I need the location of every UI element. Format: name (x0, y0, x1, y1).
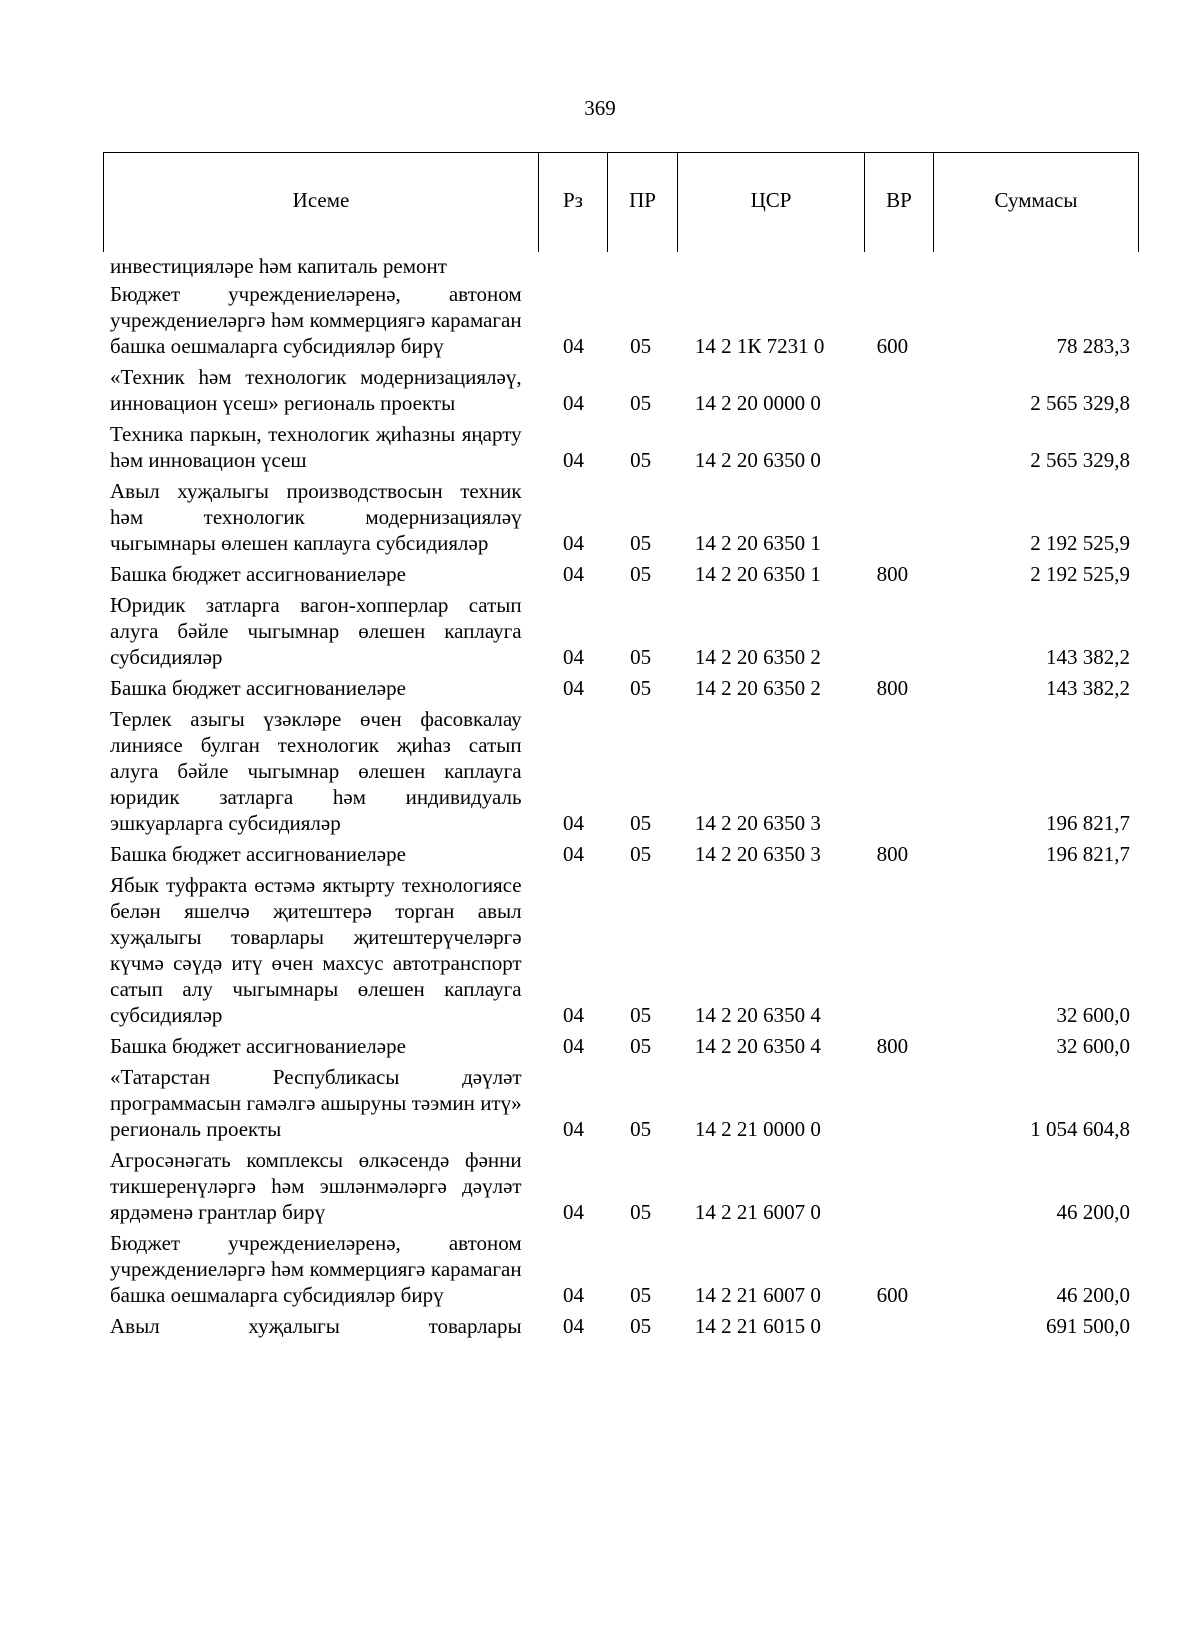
row-pr: 05 (630, 645, 652, 669)
row-sum: 78 283,3 (1056, 334, 1130, 358)
row-rz: 04 (562, 531, 584, 555)
row-rz: 04 (562, 1200, 584, 1224)
header-vr: ВР (865, 153, 934, 252)
row-rz: 04 (562, 645, 584, 669)
row-sum: 196 821,7 (1045, 842, 1130, 866)
header-sum: Суммасы (994, 188, 1078, 212)
table-row (110, 1313, 1130, 1339)
row-vr: 800 (876, 1034, 909, 1058)
row-pr: 05 (630, 1200, 652, 1224)
row-pr: 05 (630, 676, 652, 700)
row-pr: 05 (630, 334, 652, 358)
row-name: Авыл хуҗалыгы производствосын техник һәм технологик модернизацияләү чыгымнары өлешен каплауга субсидияләр (110, 479, 522, 555)
row-name: «Техник һәм технологик модернизацияләү, инновацион үсеш» региональ проекты (110, 365, 522, 415)
table-row (110, 478, 1130, 556)
row-name: «Татарстан Республикасы дәүләт программасын гамәлгә ашыруны тәэмин итү» региональ проекты (110, 1065, 522, 1141)
row-name: Ябык туфракта өстәмә яктырту технологиясе белән яшелчә җитештерә торган авыл хуҗалыгы товарлары җитештерүчеләргә күчмә сәүдә итү өчен махсус автотранспорт сатып алу чыгымнары өлешен каплауга субсидияләр (110, 873, 522, 1027)
table-row (110, 421, 1130, 473)
row-csr: 14 2 21 6007 0 (694, 1283, 821, 1307)
row-csr: 14 2 20 6350 1 (694, 531, 821, 555)
row-rz: 04 (562, 1283, 584, 1307)
row-csr: 14 2 21 6007 0 (694, 1200, 821, 1224)
row-csr: 14 2 20 6350 2 (694, 645, 821, 669)
row-sum: 143 382,2 (1045, 645, 1130, 669)
row-sum: 2 192 525,9 (1030, 562, 1130, 586)
row-name: Агросәнәгать комплексы өлкәсендә фәнни тикшеренүләргә һәм эшләнмәләргә дәүләт ярдәменә грантлар бирү (110, 1148, 522, 1224)
page-number: 369 (584, 96, 616, 120)
row-csr: 14 2 20 6350 0 (694, 448, 821, 472)
row-sum: 32 600,0 (1056, 1034, 1130, 1058)
row-rz: 04 (562, 811, 584, 835)
row-csr: 14 2 20 6350 2 (694, 676, 821, 700)
row-pr: 05 (630, 531, 652, 555)
row-pr: 05 (630, 842, 652, 866)
row-rz: 04 (562, 1034, 584, 1058)
table-row (110, 1033, 1130, 1059)
row-name: Башка бюджет ассигнованиеләре (110, 676, 406, 700)
row-rz: 04 (562, 562, 584, 586)
row-csr: 14 2 20 6350 4 (694, 1034, 821, 1058)
row-name: Терлек азыгы үзәкләре өчен фасовкалау линиясе булган технологик җиһаз сатып алуга бәйле чыгымнар өлешен каплауга юридик затларга һәм индивидуаль эшкуарларга субсидияләр (110, 707, 522, 835)
row-pr: 05 (630, 448, 652, 472)
table-row (110, 364, 1130, 416)
table-row (110, 841, 1130, 867)
table-row (110, 706, 1130, 836)
row-name: Башка бюджет ассигнованиеләре (110, 562, 406, 586)
table-row (110, 1230, 1130, 1308)
row-vr: 800 (876, 676, 909, 700)
row-name: Бюджет учреждениеләренә, автоном учреждениеләргә һәм коммерциягә карамаган башка оешмаларга субсидияләр бирү (110, 282, 522, 358)
header-pr: ПР (608, 153, 678, 252)
row-sum: 2 565 329,8 (1030, 391, 1130, 415)
row-sum: 143 382,2 (1045, 676, 1130, 700)
row-pr: 05 (630, 1117, 652, 1141)
table-header (103, 152, 1139, 252)
row-sum: 2 192 525,9 (1030, 531, 1130, 555)
row-vr: 800 (876, 842, 909, 866)
row-csr: 14 2 20 6350 3 (694, 842, 821, 866)
row-rz: 04 (562, 842, 584, 866)
row-csr: 14 2 1К 7231 0 (694, 334, 825, 358)
row-pr: 05 (630, 1283, 652, 1307)
row-name: Башка бюджет ассигнованиеләре (110, 1034, 406, 1058)
row-pr: 05 (630, 562, 652, 586)
table-row (110, 675, 1130, 701)
header-name: Исеме (104, 153, 539, 252)
row-vr: 600 (876, 334, 909, 358)
row-name: Бюджет учреждениеләренә, автоном учреждениеләргә һәм коммерциягә карамаган башка оешмаларга субсидияләр бирү (110, 1231, 522, 1307)
row-rz: 04 (562, 1314, 584, 1338)
table-body (110, 253, 1130, 1344)
row-rz: 04 (562, 334, 584, 358)
header-rz: Рз (539, 153, 608, 252)
row-rz: 04 (562, 1117, 584, 1141)
row-rz: 04 (562, 448, 584, 472)
row-sum: 691 500,0 (1045, 1314, 1130, 1338)
row-pr: 05 (630, 1003, 652, 1027)
row-csr: 14 2 20 0000 0 (694, 391, 821, 415)
table-row (110, 253, 1130, 279)
row-sum: 46 200,0 (1056, 1283, 1130, 1307)
row-csr: 14 2 21 6015 0 (694, 1314, 821, 1338)
table-row (110, 872, 1130, 1028)
row-csr: 14 2 21 0000 0 (694, 1117, 821, 1141)
row-pr: 05 (630, 391, 652, 415)
row-sum: 1 054 604,8 (1030, 1117, 1130, 1141)
row-csr: 14 2 20 6350 1 (694, 562, 821, 586)
row-name: Башка бюджет ассигнованиеләре (110, 842, 406, 866)
row-name: Авыл хуҗалыгы товарлары (110, 1314, 522, 1338)
table-row (110, 561, 1130, 587)
row-csr: 14 2 20 6350 3 (694, 811, 821, 835)
header-csr: ЦСР (678, 153, 865, 252)
row-name: Юридик затларга вагон-хопперлар сатып алуга бәйле чыгымнар өлешен каплауга субсидияләр (110, 593, 522, 669)
table-row (110, 592, 1130, 670)
table-row (110, 1147, 1130, 1225)
row-sum: 46 200,0 (1056, 1200, 1130, 1224)
row-sum: 2 565 329,8 (1030, 448, 1130, 472)
row-rz: 04 (562, 391, 584, 415)
row-pr: 05 (630, 1314, 652, 1338)
row-rz: 04 (562, 1003, 584, 1027)
table-row (110, 1064, 1130, 1142)
row-vr: 800 (876, 562, 909, 586)
row-pr: 05 (630, 1034, 652, 1058)
row-csr: 14 2 20 6350 4 (694, 1003, 821, 1027)
row-sum: 196 821,7 (1045, 811, 1130, 835)
table-row (110, 281, 1130, 359)
row-pr: 05 (630, 811, 652, 835)
row-name: инвестицияләре һәм капиталь ремонт (110, 254, 447, 278)
row-vr: 600 (876, 1283, 909, 1307)
row-sum: 32 600,0 (1056, 1003, 1130, 1027)
row-name: Техника паркын, технологик җиһазны яңарту һәм инновацион үсеш (110, 422, 522, 472)
row-rz: 04 (562, 676, 584, 700)
